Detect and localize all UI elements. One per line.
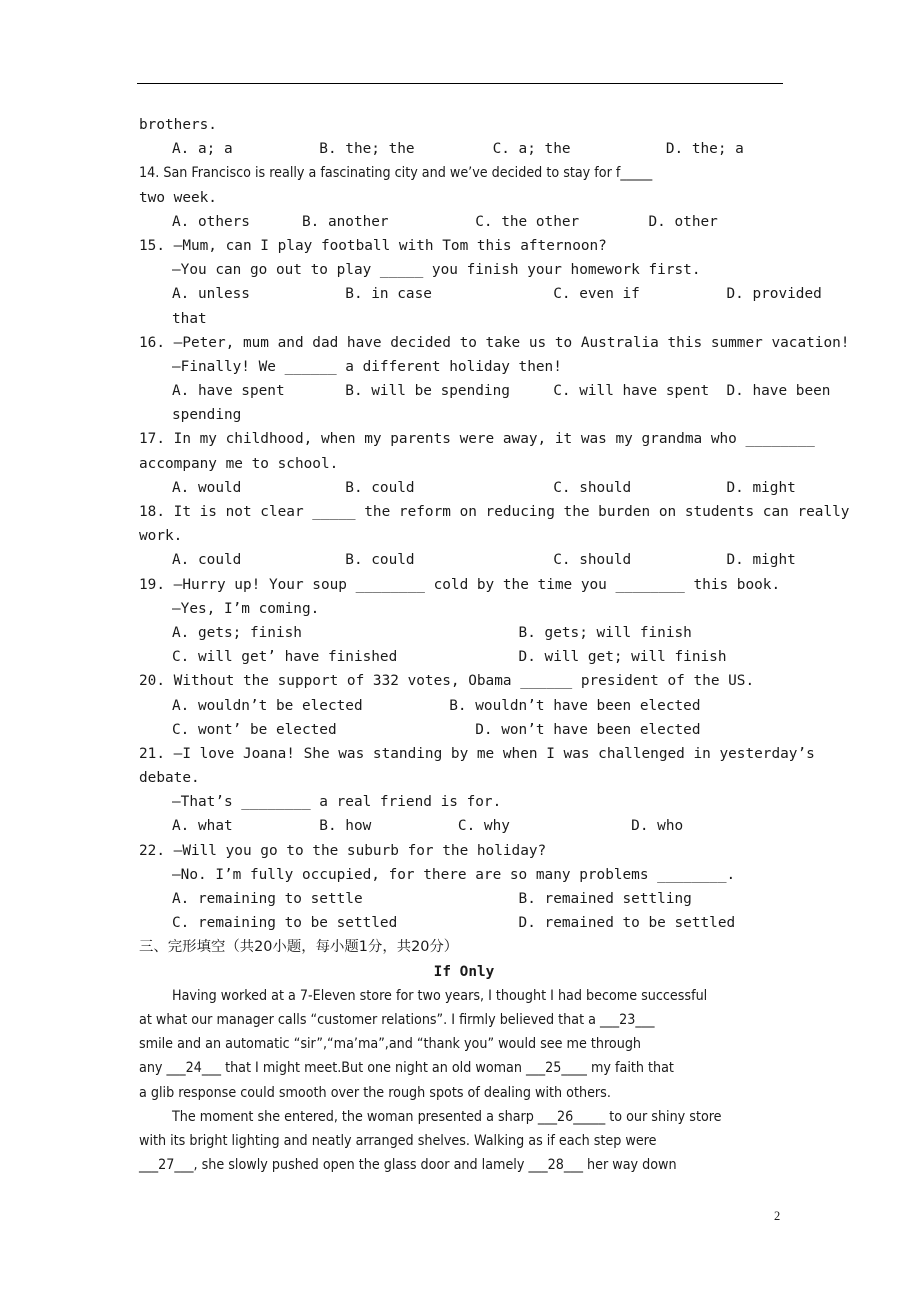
text-line: The moment she entered, the woman presented a sharp ___26_____ to our shiny store (172, 1108, 722, 1125)
text-line: work. (139, 528, 183, 545)
text-line: A. gets; finish B. gets; will finish (172, 624, 692, 641)
text-line: A. a; a B. the; the C. a; the D. the; a (172, 141, 744, 158)
passage-title: If Only (433, 963, 495, 980)
text-line: A. wouldn’t be elected B. wouldn’t have been elected (172, 697, 701, 714)
text-line: A. could B. could C. should D. might (172, 552, 796, 569)
text-line: A. would B. could C. should D. might (172, 479, 796, 496)
text-line: 22. —Will you go to the suburb for the holiday? (139, 842, 547, 859)
text-line: C. wont’ be elected D. won’t have been elected (172, 721, 701, 738)
text-line: any ___24___ that I might meet.But one night an old woman ___25____ my faith that (139, 1060, 674, 1077)
page-number: 2 (774, 1209, 781, 1223)
text-line: A. others B. another C. the other D. other (172, 213, 718, 230)
text-line: ___27___, she slowly pushed open the glass door and lamely ___28___ her way down (139, 1157, 677, 1174)
text-line: spending (172, 407, 242, 424)
text-line: Having worked at a 7-Eleven store for two years, I thought I had become successful (172, 987, 708, 1004)
section-heading: 三、完形填空（共20小题，每小题1分，共20分） (139, 939, 459, 956)
text-line: 18. It is not clear _____ the reform on reducing the burden on students can really (139, 504, 850, 520)
text-line: 16. —Peter, mum and dad have decided to take us to Australia this summer vacation! (139, 334, 850, 351)
text-line: debate. (139, 770, 200, 787)
text-line: 19. —Hurry up! Your soup ________ cold by the time you ________ this book. (139, 576, 781, 593)
text-line: accompany me to school. (139, 455, 339, 472)
text-line: —You can go out to play _____ you finish your homework first. (172, 262, 701, 279)
text-line: C. will get’ have finished D. will get; will finish (172, 649, 727, 666)
text-line: A. unless B. in case C. even if D. provided (172, 286, 822, 303)
text-line: —Finally! We ______ a different holiday then! (172, 358, 562, 375)
text-line: with its bright lighting and neatly arranged shelves. Walking as if each step were (139, 1132, 657, 1149)
text-line: at what our manager calls “customer relations”. I firmly believed that a ___23___ (139, 1011, 655, 1028)
header-rule (137, 83, 783, 84)
text-line: two week. (139, 189, 217, 206)
text-line: brothers. (139, 117, 217, 133)
text-line: 14. San Francisco is really a fascinating city and we’ve decided to stay for f_____ (139, 165, 653, 182)
text-line: 15. —Mum, can I play football with Tom this afternoon? (139, 237, 607, 254)
text-line: 17. In my childhood, when my parents were away, it was my grandma who ________ (139, 431, 815, 448)
text-line: A. have spent B. will be spending C. will have spent D. have been (172, 383, 831, 400)
text-line: a glib response could smooth over the rough spots of dealing with others. (139, 1084, 611, 1101)
text-line: —That’s ________ a real friend is for. (172, 794, 502, 811)
text-line: that (172, 310, 207, 327)
text-line: A. remaining to settle B. remained settling (172, 891, 692, 907)
text-line: —No. I’m fully occupied, for there are so many problems ________. (172, 866, 736, 883)
text-line: 20. Without the support of 332 votes, Obama ______ president of the US. (139, 673, 755, 690)
text-line: smile and an automatic “sir”,“ma’ma”,and “thank you” would see me through (139, 1036, 642, 1053)
page-content (139, 113, 850, 1177)
text-line: A. what B. how C. why D. who (172, 818, 684, 835)
text-line: C. remaining to be settled D. remained to be settled (172, 915, 736, 932)
text-line: 21. —I love Joana! She was standing by me when I was challenged in yesterday’s (139, 745, 815, 762)
text-line: —Yes, I’m coming. (172, 600, 320, 617)
